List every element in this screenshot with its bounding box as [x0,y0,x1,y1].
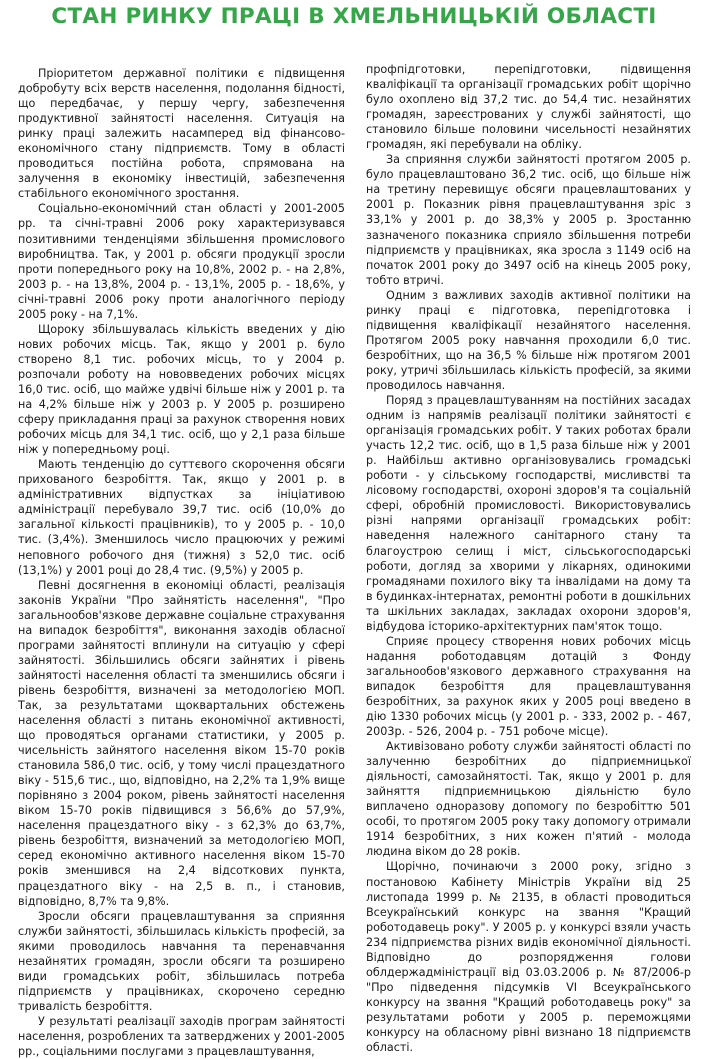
paragraph: Сприяє процесу створення нових робочих місць надання роботодавцям дотацій з Фонду загальнообов'язкового державного страхування на випадок безробіття для працевлаштування безробітних, за рахунок яких у 2005 році введено в дію 1330 робочих місць (у 2001 р. - 333, 2002 р. - 467, 2003р. - 526, 2004 р. - 751 робоче місце). [366,634,691,739]
paragraph: За сприяння служби зайнятості протягом 2005 р. було працевлаштовано 36,2 тис. осіб, що більше ніж на третину перевищує обсяги працевлаштованих у 2001 р. Показник рівня працевлаштування зріс з 33,1% у 2001 р. до 38,3% у 2005 р. Зростанню зазначеного показника сприяло збільшення потреби підприємств у працівниках, яка зросла з 1149 осіб на початок 2001 року до 3497 осіб на кінець 2005 року, тобто втричі. [366,153,691,287]
paragraph: Пріоритетом державної політики є підвищення добробуту всіх верств населення, подолання бідності, що передбачає, у першу чергу, забезпечення продуктивної зайнятості населення. Ситуація на ринку праці залежить насамперед від фінансово-економічного стану підприємств. Тому в області проводиться постійна робота, спрямована на залучення в економіку інвестицій, забезпечення стабільного економічного зростання. [18,67,345,201]
right-column [366,62,691,1055]
left-column [18,66,345,1059]
paragraph: Щороку збільшувалась кількість введених у дію нових робочих місць. Так, якщо у 2001 р. було створено 8,1 тис. робочих місць, то у 2004 р. розпочали роботу на нововведених робочих місцях 16,0 тис. осіб, що майже удвічі більше ніж у 2001 р. та на 4,2% більше ніж у 2003 р. У 2005 р. розширено сферу прикладання праці за рахунок створення нових робочих місць для 34,1 тис. осіб, що у 2,1 раза більше ніж у попередньому році. [18,322,345,457]
paragraph: Соціально-економічний стан області у 2001-2005 рр. та січні-травні 2006 року характеризувався позитивними тенденціями збільшення промислового виробництва. Так, у 2001 р. обсяги продукції зросли проти попереднього року на 10,8%, 2002 р. - на 2,8%, 2003 р. - на 13,8%, 2004 р. - 13,1%, 2005 р. - 18,6%, у січні-травні 2006 року проти аналогічного періоду 2005 року - на 7,1%. [18,202,345,321]
paragraph: Певні досягнення в економіці області, реалізація законів України "Про зайнятість населення", "Про загальнообов'язкове державне соціальне страхування на випадок безробіття", виконання заходів обласної програми зайнятості вплинули на ситуацію у сфері зайнятості. Збільшились обсяги зайнятих і рівень зайнятості населення області та зменшились обсяги і рівень безробіття, визначені за методологією МОП. Так, за результатами щоквартальних обстежень населення області з питань економічної активності, що проводяться органами статистики, у 2005 р. чисельність зайнятого населення віком 15-70 років становила 586,0 тис. осіб, у тому числі працездатного віку - 515,6 тис., що, відповідно, на 2,2% та 1,9% вище порівняно з 2004 роком, рівень зайнятості населення віком 15-70 років підвищився з 56,6% до 57,9%, населення працездатного віку - з 62,3% до 63,7%, рівень безробіття, визначений за методологією МОП, серед економічно активного населення віком 15-70 років зменшився на 2,4 відсоткових пункта, працездатного віку - на 2,5 в. п., і становив, відповідно, 8,7% та 9,8%. [18,578,345,908]
paragraph: Зросли обсяги працевлаштування за сприяння служби зайнятості, збільшилась кількість професій, за якими проводилось навчання та перенавчання незайнятих громадян, зросли обсяги та розширено види громадських робіт, збільшилась потреба підприємств у працівниках, скорочено середню тривалість безробіття. [18,909,345,1013]
paragraph-continued: профпідготовки, перепідготовки, підвищення кваліфікації та організації громадських робіт щорічно було охоплено від 37,2 тис. до 54,4 тис. незайнятих громадян, зареєстрованих у службі зайнятості, що становило більше половини чисельності незайнятих громадян, які перебували на обліку. [366,63,691,152]
paragraph: Щорічно, починаючи з 2000 року, згідно з постановою Кабінету Міністрів України від 25 листопада 1999 р. № 2135, в області проводиться Всеукраїнський конкурс на звання "Кращий роботодавець року". У 2005 р. у конкурсі взяли участь 234 підприємства різних видів економічної діяльності. Відповідно до розпорядження голови облдержадміністрації від 03.03.2006 р. № 87/2006-р "Про підведення підсумків VI Всеукраїнського конкурсу на звання "Кращий роботодавець року" за результатами роботи у 2005 р. переможцями конкурсу на обласному рівні визнано 18 підприємств області. [366,860,691,1055]
paragraph: У результаті реалізації заходів програм зайнятості населення, розроблених та затверджених у 2001-2005 рр., соціальними послугами з працевлаштування, [18,1014,345,1059]
article-title: СТАН РИНКУ ПРАЦІ В ХМЕЛЬНИЦЬКІЙ ОБЛАСТІ [51,4,657,29]
paragraph: Поряд з працевлаштуванням на постійних засадах одним із напрямів реалізації політики зайнятості є організація громадських робіт. У таких роботах брали участь 12,2 тис. осіб, що в 1,5 раза більше ніж у 2001 р. Найбільш активно організовувались громадські роботи - у сільському господарстві, мисливстві та лісовому господарстві, охороні здоров'я та соціальній сфері, обробній промисловості. Використовувались різні напрями організації громадських робіт: наведення належного санітарного стану та благоустрою селищ і міст, сільськогосподарські роботи, догляд за хворими у лікарнях, одинокими громадянами похилого віку та інвалідами на дому та в будинках-інтернатах, ремонтні роботи в дошкільних та шкільних закладах, закладах охорони здоров'я, відбудова історико-архітектурних пам'яток тощо. [366,394,691,633]
paragraph: Мають тенденцію до суттєвого скорочення обсяги прихованого безробіття. Так, якщо у 2001 р. в адміністративних відпустках за ініціативою адміністрації перебувало 39,7 тис. осіб (10,0% до загальної кількості працівників), то у 2005 р. - 10,0 тис. (3,4%). Зменшилось число працюючих у режимі неповного робочого дня (тижня) з 52,0 тис. осіб (13,1%) у 2001 році до 28,4 тис. (9,5%) у 2005 р. [18,458,345,577]
paragraph: Одним з важливих заходів активної політики на ринку праці є підготовка, перепідготовка і підвищення кваліфікації незайнятого населення. Протягом 2005 року навчання проходили 6,0 тис. безробітних, що на 36,5 % більше ніж протягом 2001 року, утричі збільшилась кількість професій, за якими проводилось навчання. [366,288,691,392]
paragraph: Активізовано роботу служби зайнятості області по залученню безробітних до підприємницької діяльності, самозайнятості. Так, якщо у 2001 р. для зайняття підприємницькою діяльністю було виплачено одноразову допомогу по безробіттю 501 особі, то протягом 2005 року таку допомогу отримали 1914 безробітних, з них кожен п'ятий - молода людина віком до 28 років. [366,740,691,859]
